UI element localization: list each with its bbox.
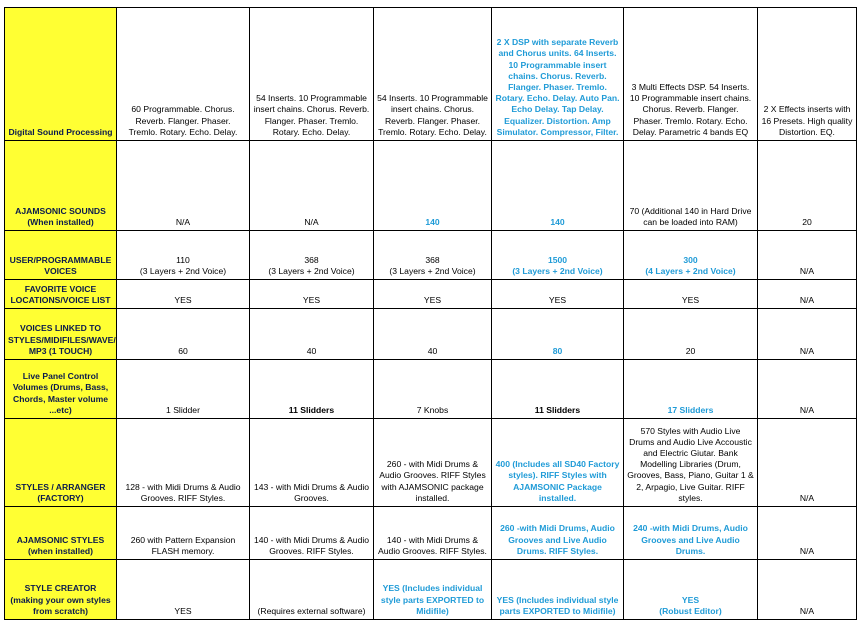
table-cell: 140 - with Midi Drums & Audio Grooves. RIFF Styles.: [250, 507, 374, 560]
table-cell: YES: [250, 280, 374, 309]
table-cell: 80: [492, 309, 624, 360]
table-cell: 1 Slidder: [117, 360, 250, 419]
row-label: VOICES LINKED TO STYLES/MIDIFILES/WAVE/ MP3 (1 TOUCH): [5, 309, 117, 360]
table-row: [5, 280, 857, 309]
table-cell: N/A: [758, 280, 857, 309]
table-cell: 1500 (3 Layers + 2nd Voice): [492, 231, 624, 280]
table-cell: 260 with Pattern Expansion FLASH memory.: [117, 507, 250, 560]
table-cell: N/A: [758, 309, 857, 360]
table-cell: (Requires external software): [250, 560, 374, 620]
row-label: Live Panel Control Volumes (Drums, Bass, Chords, Master volume ...etc): [5, 360, 117, 419]
table-cell: YES: [624, 280, 758, 309]
table-cell: 20: [758, 141, 857, 231]
row-label: Digital Sound Processing: [5, 8, 117, 141]
table-row: [5, 231, 857, 280]
table-cell: 20: [624, 309, 758, 360]
table-cell: 260 -with Midi Drums, Audio Grooves and Live Audio Drums. RIFF Styles.: [492, 507, 624, 560]
table-cell: 2 X Effects inserts with 16 Presets. High quality Distortion. EQ.: [758, 8, 857, 141]
table-row: [5, 419, 857, 507]
table-cell: 300 (4 Layers + 2nd Voice): [624, 231, 758, 280]
row-label: STYLE CREATOR (making your own styles from scratch): [5, 560, 117, 620]
table-cell: 140: [492, 141, 624, 231]
table-cell: 140 - with Midi Drums & Audio Grooves. RIFF Styles.: [374, 507, 492, 560]
table-cell: 7 Knobs: [374, 360, 492, 419]
table-cell: N/A: [758, 231, 857, 280]
table-cell: 368 (3 Layers + 2nd Voice): [374, 231, 492, 280]
table-cell: N/A: [758, 507, 857, 560]
table-cell: 40: [374, 309, 492, 360]
table-cell: 143 - with Midi Drums & Audio Grooves.: [250, 419, 374, 507]
row-label: STYLES / ARRANGER (FACTORY): [5, 419, 117, 507]
table-cell: 3 Multi Effects DSP. 54 Inserts. 10 Programmable insert chains. Chorus. Reverb. Flanger. Phaser. Tremlo. Rotary. Echo. Delay. Parametric 4 bands EQ: [624, 8, 758, 141]
row-label: AJAMSONIC SOUNDS (When installed): [5, 141, 117, 231]
table-cell: 11 Slidders: [492, 360, 624, 419]
table-cell: 128 - with Midi Drums & Audio Grooves. RIFF Styles.: [117, 419, 250, 507]
row-label: USER/PROGRAMMABLE VOICES: [5, 231, 117, 280]
table-cell: 400 (Includes all SD40 Factory styles). RIFF Styles with AJAMSONIC Package installed.: [492, 419, 624, 507]
table-cell: 368 (3 Layers + 2nd Voice): [250, 231, 374, 280]
table-cell: N/A: [117, 141, 250, 231]
table-cell: 140: [374, 141, 492, 231]
table-row: [5, 8, 857, 141]
table-cell: 110 (3 Layers + 2nd Voice): [117, 231, 250, 280]
table-row: [5, 560, 857, 620]
row-label: AJAMSONIC STYLES (when installed): [5, 507, 117, 560]
table-cell: YES (Includes individual style parts EXPORTED to Midifile): [492, 560, 624, 620]
table-body: [5, 8, 857, 620]
table-cell: YES (Includes individual style parts EXPORTED to Midifile): [374, 560, 492, 620]
row-label: FAVORITE VOICE LOCATIONS/VOICE LIST: [5, 280, 117, 309]
table-row: [5, 360, 857, 419]
table-cell: 60 Programmable. Chorus. Reverb. Flanger. Phaser. Tremlo. Rotary. Echo. Delay.: [117, 8, 250, 141]
table-row: [5, 141, 857, 231]
table-cell: 570 Styles with Audio Live Drums and Audio Live Accoustic and Electric Giutar. Bank Modelling Libraries (Drum, Grooves, Bass, Piano, Guitar 1 & 2, Arpagio, Live Guitar. RIFF styles.: [624, 419, 758, 507]
table-cell: N/A: [758, 419, 857, 507]
table-cell: YES: [374, 280, 492, 309]
table-cell: N/A: [758, 560, 857, 620]
table-cell: 70 (Additional 140 in Hard Drive can be loaded into RAM): [624, 141, 758, 231]
table-cell: YES: [117, 280, 250, 309]
table-cell: YES (Robust Editor): [624, 560, 758, 620]
table-cell: 54 Inserts. 10 Programmable insert chains. Chorus. Reverb. Flanger. Phaser. Tremlo. Rotary. Echo. Delay.: [250, 8, 374, 141]
table-cell: 40: [250, 309, 374, 360]
table-cell: N/A: [758, 360, 857, 419]
comparison-table: [4, 7, 857, 620]
table-cell: 17 Slidders: [624, 360, 758, 419]
table-cell: 260 - with Midi Drums & Audio Grooves. RIFF Styles with AJAMSONIC package installed.: [374, 419, 492, 507]
table-cell: YES: [117, 560, 250, 620]
table-cell: 240 -with Midi Drums, Audio Grooves and Live Audio Drums.: [624, 507, 758, 560]
table-row: [5, 507, 857, 560]
table-cell: 54 Inserts. 10 Programmable insert chains. Chorus. Reverb. Flanger. Phaser. Tremlo. Rotary. Echo. Delay.: [374, 8, 492, 141]
table-cell: YES: [492, 280, 624, 309]
table-cell: 2 X DSP with separate Reverb and Chorus units. 64 Inserts. 10 Programmable insert chains. Chorus. Reverb. Flanger. Phaser. Tremlo. Rotary. Echo. Delay. Auto Pan. Echo Delay. Tap Delay. Equalizer. Distortion. Amp Simulator. Compressor, Filter.: [492, 8, 624, 141]
table-cell: 60: [117, 309, 250, 360]
table-row: [5, 309, 857, 360]
table-cell: 11 Slidders: [250, 360, 374, 419]
table-cell: N/A: [250, 141, 374, 231]
